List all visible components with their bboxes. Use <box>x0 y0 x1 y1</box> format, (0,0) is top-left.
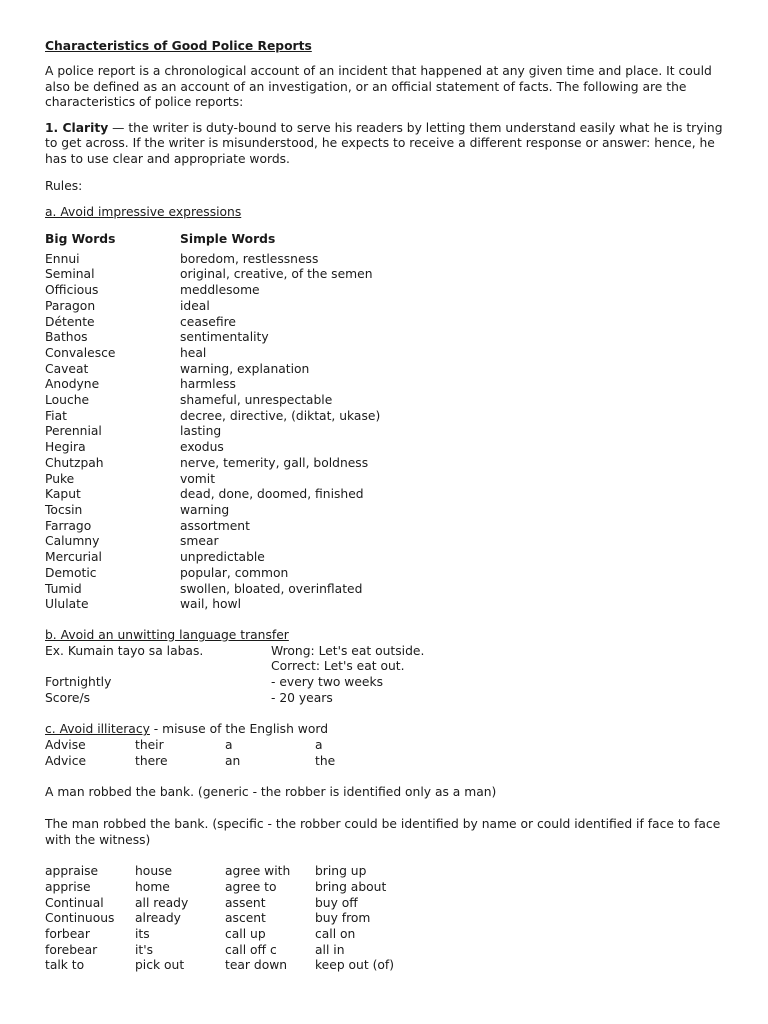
illiteracy-table <box>45 738 725 769</box>
simple-word: shameful, unrespectable <box>180 393 333 408</box>
confusable-word: talk to <box>45 958 85 973</box>
big-word: Kaput <box>45 487 81 502</box>
confusable-word: appraise <box>45 864 99 879</box>
section-c-title-rest: - misuse of the English word <box>149 722 329 737</box>
big-word: Mercurial <box>45 550 102 565</box>
confusable-word: home <box>135 879 170 894</box>
big-word: Demotic <box>45 565 97 580</box>
transfer-row <box>45 659 725 675</box>
big-word-row <box>45 393 725 409</box>
simple-word: wail, howl <box>180 597 242 612</box>
section-a-title: a. Avoid impressive expressions <box>45 205 242 220</box>
big-word: Louche <box>45 393 90 408</box>
big-word: Tocsin <box>45 503 83 517</box>
simple-word: popular, common <box>180 565 289 580</box>
simple-word: unpredictable <box>180 550 265 565</box>
big-word-row <box>45 487 725 503</box>
confusable-word: call off c <box>225 942 277 957</box>
intro-paragraph: A police report is a chronological account of an incident that happened at any given time and place. It could also be defined as an account of an investigation, or an official statement of facts. The following are the characteristics of police reports: <box>45 64 712 110</box>
big-word: Perennial <box>45 424 102 439</box>
transfer-row <box>45 675 725 691</box>
illiteracy-word: their <box>135 737 164 752</box>
big-word-row <box>45 409 725 425</box>
transfer-meaning: Wrong: Let's eat outside. <box>271 643 425 658</box>
big-words-header-row <box>45 230 725 248</box>
transfer-term: Score/s <box>45 690 90 705</box>
confusable-word: agree to <box>225 879 277 894</box>
simple-word: swollen, bloated, overinflated <box>180 581 363 596</box>
simple-word: harmless <box>180 377 236 392</box>
confusable-word: forbear <box>45 926 90 941</box>
simple-word: sentimentality <box>180 330 269 345</box>
illiteracy-word: a <box>225 737 233 752</box>
big-word: Officious <box>45 283 99 298</box>
big-word: Tumid <box>45 581 82 596</box>
confusable-word: tear down <box>225 958 288 973</box>
simple-word: smear <box>180 534 219 549</box>
big-word-row <box>45 503 725 519</box>
simple-word: decree, directive, (diktat, ukase) <box>180 408 381 423</box>
big-word: Détente <box>45 314 95 329</box>
confusable-word: it's <box>135 942 154 957</box>
transfer-term <box>45 659 271 675</box>
section-b-title: b. Avoid an unwitting language transfer <box>45 627 289 642</box>
confusable-word: call on <box>315 926 356 941</box>
confusable-row <box>45 864 725 880</box>
big-word-row <box>45 299 725 315</box>
simple-word: boredom, restlessness <box>180 251 319 266</box>
confusable-word: Continuous <box>45 911 115 926</box>
big-word: Fiat <box>45 408 67 423</box>
simple-word: dead, done, doomed, finished <box>180 487 364 502</box>
confusable-word: pick out <box>135 958 185 973</box>
document-title: Characteristics of Good Police Reports <box>45 39 312 53</box>
big-word: Farrago <box>45 518 92 533</box>
big-word-row <box>45 346 725 362</box>
big-word: Paragon <box>45 298 96 313</box>
simple-word: heal <box>180 345 207 360</box>
language-transfer-table <box>45 644 725 707</box>
confusable-word: agree with <box>225 864 291 879</box>
section-c-title: c. Avoid illiteracy <box>45 722 150 737</box>
section-c-title-line <box>45 722 725 738</box>
transfer-meaning: - every two weeks <box>271 674 384 689</box>
specific-sentence: The man robbed the bank. (specific - the robber could be identified by name or could identified if face to face with the witness) <box>45 816 721 847</box>
big-words-header: Big Words <box>45 231 116 246</box>
confusable-word: apprise <box>45 879 91 894</box>
big-word: Caveat <box>45 361 89 376</box>
big-word-row <box>45 472 725 488</box>
document-page <box>45 38 725 974</box>
simple-word: nerve, temerity, gall, boldness <box>180 455 369 470</box>
simple-word: exodus <box>180 440 224 455</box>
big-word-row <box>45 582 725 598</box>
confusable-word: its <box>135 926 150 941</box>
big-word-row <box>45 456 725 472</box>
big-word-row <box>45 252 725 268</box>
big-word-row <box>45 362 725 378</box>
transfer-term: Ex. Kumain tayo sa labas. <box>45 643 204 658</box>
big-word-row <box>45 424 725 440</box>
confusable-word: forebear <box>45 942 98 957</box>
simple-word: warning, explanation <box>180 361 310 376</box>
big-word-row <box>45 267 725 283</box>
big-word-row <box>45 283 725 299</box>
big-word-row <box>45 377 725 393</box>
confusable-word: all in <box>315 942 345 957</box>
illiteracy-word: a <box>315 737 323 752</box>
big-word-row <box>45 440 725 456</box>
confusable-words-table <box>45 864 725 974</box>
simple-word: ideal <box>180 298 210 313</box>
transfer-meaning: - 20 years <box>271 690 333 705</box>
confusable-row <box>45 880 725 896</box>
big-word-row <box>45 597 725 613</box>
big-word: Bathos <box>45 330 88 345</box>
big-word: Ennui <box>45 251 80 266</box>
simple-words-header: Simple Words <box>180 231 276 246</box>
big-word-row <box>45 534 725 550</box>
big-word: Chutzpah <box>45 455 104 470</box>
illiteracy-word: Advice <box>45 753 87 768</box>
transfer-row <box>45 644 725 660</box>
big-words-table <box>45 252 725 613</box>
clarity-text: — the writer is duty-bound to serve his readers by letting them understand easily what he is trying to get across. If the writer is misunderstood, he expects to receive a different response or answer: hence, he has to use clear and appropriate words. <box>45 120 723 166</box>
simple-word: ceasefire <box>180 314 236 329</box>
simple-word: assortment <box>180 518 250 533</box>
rules-label: Rules: <box>45 178 83 193</box>
big-word: Hegira <box>45 440 86 455</box>
confusable-word: call up <box>225 926 266 941</box>
big-word: Anodyne <box>45 377 100 392</box>
confusable-word: ascent <box>225 911 266 926</box>
confusable-word: Continual <box>45 895 104 910</box>
confusable-word: already <box>135 911 181 926</box>
big-word: Puke <box>45 471 75 486</box>
transfer-row <box>45 691 725 707</box>
clarity-heading: 1. Clarity <box>45 120 109 135</box>
big-word-row <box>45 519 725 535</box>
simple-word: vomit <box>180 471 216 486</box>
big-word-row <box>45 566 725 582</box>
big-word: Calumny <box>45 534 100 549</box>
confusable-word: all ready <box>135 895 189 910</box>
big-word: Convalesce <box>45 345 116 360</box>
big-word-row <box>45 315 725 331</box>
confusable-word: keep out (of) <box>315 958 395 973</box>
big-word-row <box>45 330 725 346</box>
confusable-row <box>45 927 725 943</box>
illiteracy-word: Advise <box>45 737 86 752</box>
confusable-row <box>45 911 725 927</box>
transfer-meaning: Correct: Let's eat out. <box>271 659 405 674</box>
confusable-row <box>45 958 725 974</box>
confusable-row <box>45 943 725 959</box>
simple-word: original, creative, of the semen <box>180 267 373 282</box>
confusable-row <box>45 896 725 912</box>
generic-sentence: A man robbed the bank. (generic - the robber is identified only as a man) <box>45 785 497 800</box>
illiteracy-word: there <box>135 753 168 768</box>
simple-word: meddlesome <box>180 283 260 298</box>
illiteracy-row <box>45 754 725 770</box>
simple-word: warning <box>180 503 230 517</box>
confusable-word: bring up <box>315 864 367 879</box>
illiteracy-word: an <box>225 753 241 768</box>
big-word: Seminal <box>45 267 95 282</box>
big-word: Ululate <box>45 597 89 612</box>
simple-word: lasting <box>180 424 222 439</box>
illiteracy-word: the <box>315 753 336 768</box>
confusable-word: assent <box>225 895 266 910</box>
confusable-word: buy off <box>315 895 358 910</box>
confusable-word: buy from <box>315 911 371 926</box>
confusable-word: bring about <box>315 879 387 894</box>
illiteracy-row <box>45 738 725 754</box>
confusable-word: house <box>135 864 173 879</box>
transfer-term: Fortnightly <box>45 674 112 689</box>
big-word-row <box>45 550 725 566</box>
clarity-paragraph <box>45 121 725 168</box>
